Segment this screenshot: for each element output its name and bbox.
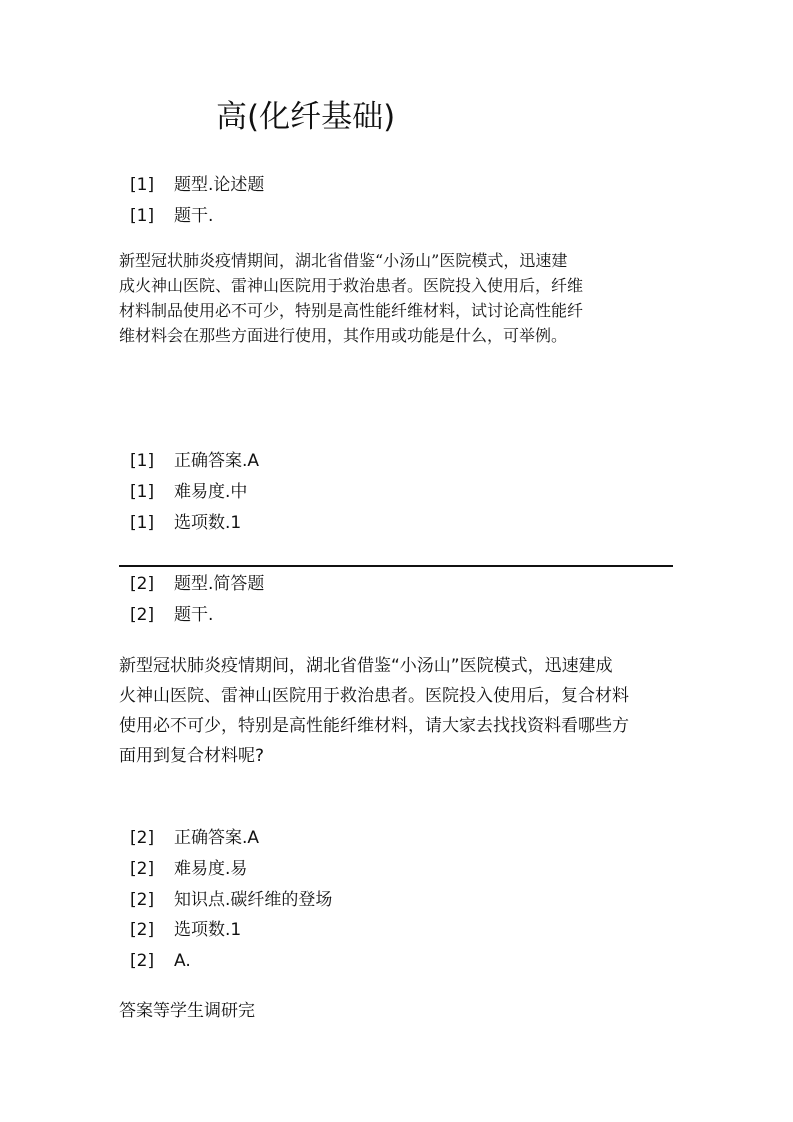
q2-type-row <box>130 572 264 596</box>
q2-options-text: 选项数.1 <box>174 920 242 940</box>
q1-answer-text: 正确答案.A <box>174 451 260 471</box>
q2-stem-line: 火神山医院、雷神山医院用于救治患者。医院投入使用后，复合材料 <box>119 686 629 706</box>
q2-answer-number: [2] <box>130 828 155 848</box>
q2-options-number: [2] <box>130 920 155 940</box>
q1-difficulty-number: [1] <box>130 482 155 502</box>
q2-difficulty-number: [2] <box>130 859 155 879</box>
q2-knowledge-text: 知识点.碳纤维的登场 <box>174 890 333 910</box>
q1-stem-label-number: [1] <box>130 206 155 226</box>
q2-difficulty-row <box>130 857 247 881</box>
q2-answer-text: 正确答案.A <box>174 828 260 848</box>
q2-knowledge-row <box>130 888 332 912</box>
q1-stem-line: 材料制品使用必不可少，特别是高性能纤维材料，试讨论高性能纤 <box>119 301 584 320</box>
q2-type-text: 题型.简答题 <box>174 574 265 594</box>
section-divider <box>119 565 673 567</box>
q1-difficulty-row <box>130 480 247 504</box>
q2-type-number: [2] <box>130 574 155 594</box>
document-title: 高(化纤基础) <box>216 99 396 135</box>
q1-options-number: [1] <box>130 513 155 533</box>
q1-stem-label-row <box>130 204 213 228</box>
q2-stem-line: 面用到复合材料呢? <box>119 746 265 766</box>
q1-options-row <box>130 511 241 535</box>
q2-option-a-number: [2] <box>130 951 155 971</box>
q2-stem-label-row <box>130 603 213 627</box>
q1-options-text: 选项数.1 <box>174 513 242 533</box>
q1-stem-paragraph <box>119 248 664 348</box>
q2-stem-line: 使用必不可少，特别是高性能纤维材料，请大家去找找资料看哪些方 <box>119 716 629 736</box>
q1-answer-number: [1] <box>130 451 155 471</box>
q2-answer-row <box>130 826 259 850</box>
q1-stem-label-text: 题干. <box>174 206 214 226</box>
q2-option-a-text: A. <box>174 951 191 971</box>
q2-stem-label-text: 题干. <box>174 605 214 625</box>
q1-type-text: 题型.论述题 <box>174 175 265 195</box>
q2-options-row <box>130 918 241 942</box>
q1-answer-row <box>130 449 259 473</box>
q2-stem-line: 新型冠状肺炎疫情期间，湖北省借鉴“小汤山”医院模式，迅速建成 <box>119 656 613 676</box>
q1-stem-line: 新型冠状肺炎疫情期间，湖北省借鉴“小汤山”医院模式，迅速建 <box>119 251 568 270</box>
q1-stem-line: 成火神山医院、雷神山医院用于救治患者。医院投入使用后，纤维 <box>119 276 584 295</box>
q2-stem-paragraph <box>119 651 664 771</box>
q2-difficulty-text: 难易度.易 <box>174 859 248 879</box>
q1-type-number: [1] <box>130 175 155 195</box>
q2-knowledge-number: [2] <box>130 890 155 910</box>
q1-stem-line: 维材料会在那些方面进行使用，其作用或功能是什么，可举例。 <box>119 326 568 345</box>
q1-type-row <box>130 173 264 197</box>
footer-note: 答案等学生调研完 <box>119 1001 255 1021</box>
q1-difficulty-text: 难易度.中 <box>174 482 248 502</box>
q2-stem-label-number: [2] <box>130 605 155 625</box>
q2-option-a-row <box>130 949 191 973</box>
